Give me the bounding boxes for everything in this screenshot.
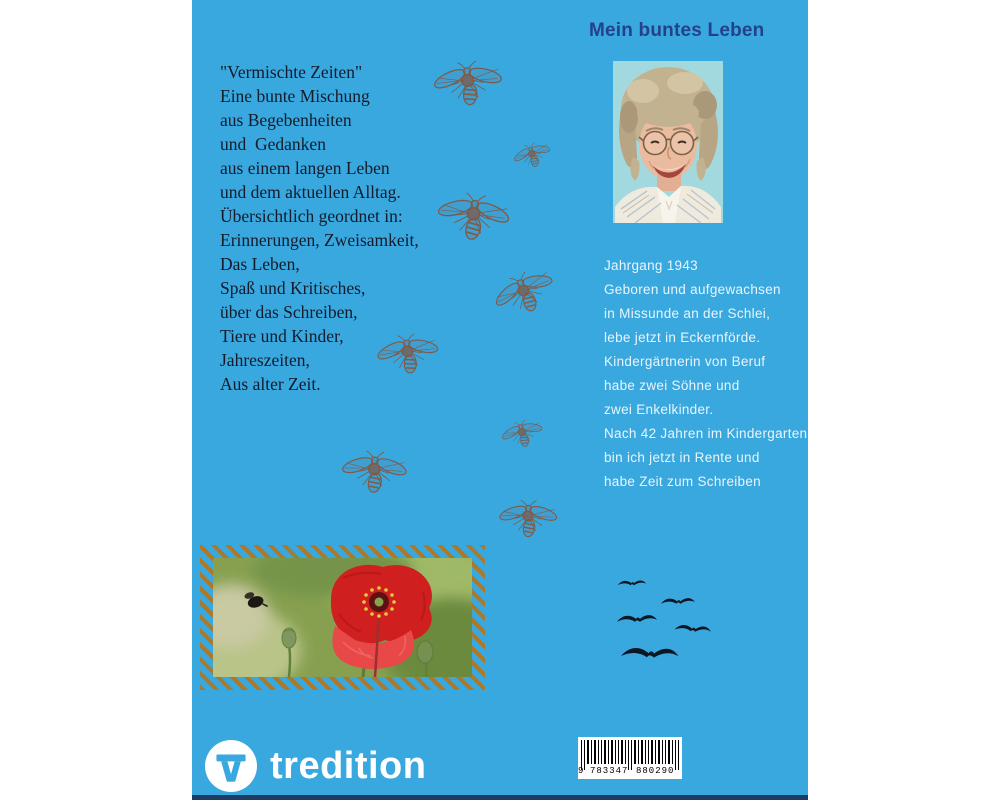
- poppy-photo: [213, 558, 472, 677]
- bird-icon: [619, 639, 680, 664]
- blurb-line: Spaß und Kritisches,: [220, 278, 366, 298]
- blurb-line: Erinnerungen, Zweisamkeit,: [220, 230, 419, 250]
- bird-icon: [673, 619, 712, 637]
- publisher-logo: [205, 740, 426, 792]
- book-back-cover: [192, 0, 808, 800]
- book-title: Mein buntes Leben: [589, 20, 765, 41]
- bee-icon: [335, 444, 412, 501]
- author-portrait-photo: [613, 61, 723, 223]
- bio-line: habe zwei Söhne und: [604, 378, 740, 393]
- bio-line: zwei Enkelkinder.: [604, 402, 714, 417]
- blurb-line: aus einem langen Leben: [220, 158, 390, 178]
- blurb-line: Aus alter Zeit.: [220, 374, 321, 394]
- isbn-barcode: [578, 737, 682, 779]
- bird-icon: [616, 610, 658, 626]
- bee-icon: [483, 258, 567, 331]
- bio-line: bin ich jetzt in Rente und: [604, 450, 760, 465]
- bio-line: habe Zeit zum Schreiben: [604, 474, 761, 489]
- page-left-margin: [0, 0, 192, 800]
- blurb-line: Tiere und Kinder,: [220, 326, 344, 346]
- bee-icon: [371, 326, 446, 383]
- bio-line: lebe jetzt in Eckernförde.: [604, 330, 761, 345]
- blurb-line: Das Leben,: [220, 254, 300, 274]
- footer-strip: [192, 795, 808, 800]
- isbn-prefix: 9: [578, 766, 584, 776]
- isbn-group1: 783347: [590, 766, 629, 776]
- blurb-line: Eine bunte Mischung: [220, 86, 370, 106]
- bird-icon: [660, 594, 696, 607]
- bee-icon: [494, 495, 562, 544]
- publisher-logo-icon: [205, 740, 257, 792]
- page-right-margin: [808, 0, 1000, 800]
- isbn-group2: 880290: [636, 766, 675, 776]
- bird-icon: [617, 577, 647, 588]
- bee-icon: [496, 413, 549, 455]
- bio-line: Jahrgang 1943: [604, 258, 698, 273]
- bee-icon: [428, 184, 517, 253]
- bio-line: Nach 42 Jahren im Kindergarten: [604, 426, 808, 441]
- author-bio-block: [604, 254, 807, 494]
- bio-line: Kindergärtnerin von Beruf: [604, 354, 766, 369]
- blurb-line: aus Begebenheiten: [220, 110, 352, 130]
- publisher-name: tredition: [270, 745, 427, 787]
- blurb-line: und dem aktuellen Alltag.: [220, 182, 401, 202]
- bio-line: in Missunde an der Schlei,: [604, 306, 771, 321]
- bee-icon: [508, 136, 557, 176]
- blurb-line: und Gedanken: [220, 134, 326, 154]
- striped-photo-frame: [200, 545, 485, 690]
- bio-line: Geboren und aufgewachsen: [604, 282, 781, 297]
- blurb-line: Jahreszeiten,: [220, 350, 310, 370]
- blurb-line: Übersichtlich geordnet in:: [220, 206, 403, 226]
- blurb-line: "Vermischte Zeiten": [220, 62, 363, 82]
- bee-icon: [427, 54, 509, 114]
- blurb-line: über das Schreiben,: [220, 302, 358, 322]
